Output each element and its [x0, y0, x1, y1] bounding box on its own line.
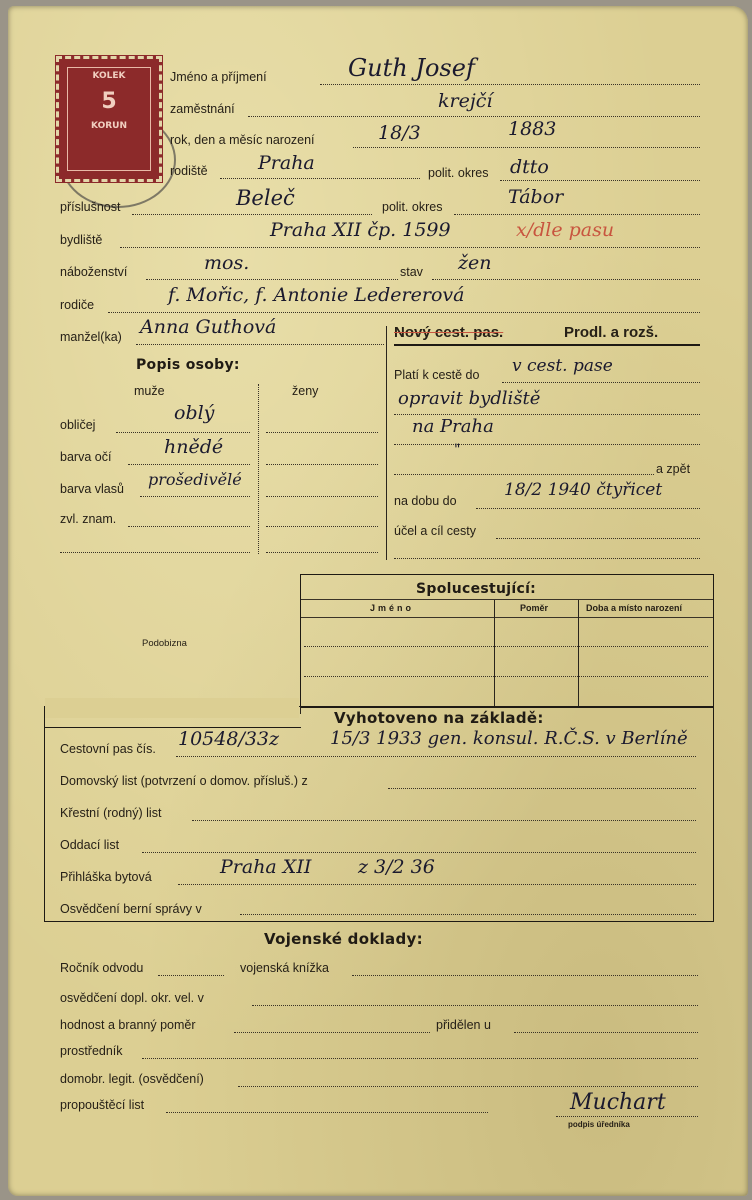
spolu-col-divider-1	[494, 600, 495, 706]
popis-muze: muže	[134, 384, 165, 398]
popis-line-0	[116, 432, 250, 433]
value-narozeni-den: 18/3	[378, 122, 421, 144]
vyhot-line-4	[178, 884, 696, 885]
podobizna-label: Podobizna	[142, 638, 187, 649]
spolu-row-line-2	[304, 676, 708, 677]
spolu-row-line-1	[304, 646, 708, 647]
label-jmeno: Jméno a příjmení	[170, 70, 267, 84]
vojen-domobr: domobr. legit. (osvědčení)	[60, 1072, 204, 1086]
line-rodice	[108, 312, 700, 313]
line-zamestnani	[248, 116, 700, 117]
value-zamestnani: krejčí	[438, 90, 493, 112]
vyhot-extra-4: z 3/2 36	[358, 856, 435, 878]
vojen-rocnik-line	[158, 975, 224, 976]
vojen-rocnik: Ročník odvodu	[60, 961, 144, 975]
vyhot-notch-edge	[300, 706, 301, 714]
vojen-knizka: vojenská knížka	[240, 961, 329, 975]
spolu-header-line-top	[301, 599, 713, 600]
vojen-domobr-line	[238, 1086, 698, 1087]
vojen-pridelen-line	[514, 1032, 698, 1033]
passport-title-new: Nový cest. pas.	[394, 324, 504, 341]
value-polit-okres-1: dtto	[510, 156, 549, 178]
label-manzel: manžel(ka)	[60, 330, 122, 344]
vyhot-extra-0: 15/3 1933 gen. konsul. R.Č.S. v Berlíně	[330, 728, 688, 749]
vyhot-line-2	[192, 820, 696, 821]
value-nabozenstvi: mos.	[204, 252, 250, 274]
value-narozeni-rok: 1883	[508, 118, 557, 140]
line-stav	[432, 279, 700, 280]
popis-line-3-zeny	[266, 526, 378, 527]
spolu-header-line-bottom	[301, 617, 713, 618]
value-plati-3: na Praha	[412, 416, 494, 437]
label-ucel: účel a cíl cesty	[394, 524, 476, 538]
vyhot-title: Vyhotoveno na základě:	[334, 709, 544, 727]
vyhot-value-0: 10548/33z	[178, 728, 280, 750]
vyhot-label-5: Osvědčení berní správy v	[60, 902, 202, 916]
line-nabozenstvi	[146, 279, 398, 280]
vojen-propousteci: propouštěcí list	[60, 1098, 145, 1112]
line-manzel	[136, 344, 384, 345]
stamp-unit: KORUN	[91, 121, 127, 131]
popis-label-1: barva očí	[60, 450, 112, 464]
vyhot-line-5	[240, 914, 696, 915]
value-plati-2: opravit bydliště	[398, 388, 541, 409]
signature-caption: podpis úředníka	[568, 1120, 630, 1129]
label-polit-okres-2: polit. okres	[382, 200, 443, 214]
spolu-title: Spolucestující:	[416, 581, 537, 597]
value-rodice: f. Mořic, f. Antonie Ledererová	[168, 284, 465, 306]
line-rodiste	[220, 178, 420, 179]
spolu-col-pomer: Poměr	[520, 603, 549, 613]
popis-value-1: hnědé	[164, 436, 224, 458]
line-narozeni	[353, 147, 700, 148]
vojen-title: Vojenské doklady:	[264, 930, 423, 948]
signature-line	[556, 1116, 698, 1117]
vojen-pridelen: přidělen u	[436, 1018, 491, 1032]
label-prislusnost: příslušnost	[60, 200, 121, 214]
vojen-osvedceni-line	[252, 1005, 698, 1006]
document-page	[8, 6, 748, 1196]
label-rodiste: rodiště	[170, 164, 208, 178]
label-zpet: a zpět	[656, 462, 691, 476]
vojen-knizka-line	[352, 975, 698, 976]
popis-line-4	[60, 552, 250, 553]
value-dobu: 18/2 1940 čtyřicet	[504, 480, 663, 500]
vyhot-label-4: Přihláška bytová	[60, 870, 152, 884]
vyhot-line-3	[142, 852, 696, 853]
popis-label-2: barva vlasů	[60, 482, 124, 496]
ditto-mark: "	[454, 442, 461, 458]
popis-label-3: zvl. znam.	[60, 512, 117, 526]
vojen-prostrednik: prostředník	[60, 1044, 123, 1058]
label-plati: Platí k cestě do	[394, 368, 480, 382]
vyhot-label-1: Domovský list (potvrzení o domov. přísluš.) z	[60, 774, 308, 788]
popis-line-3	[128, 526, 250, 527]
popis-line-1	[128, 464, 250, 465]
value-plati-1: v cest. pase	[512, 356, 613, 376]
value-manzel: Anna Guthová	[140, 316, 277, 338]
popis-value-0: oblý	[174, 402, 215, 424]
popis-line-1-zeny	[266, 464, 378, 465]
vyhot-value-4: Praha XII	[220, 856, 312, 878]
officer-signature: Muchart	[570, 1090, 666, 1115]
line-plati	[502, 382, 700, 383]
vojen-propousteci-line	[166, 1112, 488, 1113]
vojen-prostrednik-line	[142, 1058, 698, 1059]
popis-line-2-zeny	[266, 496, 378, 497]
passport-title-ext: Prodl. a rozš.	[564, 324, 659, 341]
vyhot-label-2: Křestní (rodný) list	[60, 806, 162, 820]
divider-main-vertical	[386, 326, 387, 560]
vyhot-line-1	[388, 788, 696, 789]
popis-zeny: ženy	[292, 384, 319, 398]
vojen-osvedceni: osvědčení dopl. okr. vel. v	[60, 991, 204, 1005]
popis-title: Popis osoby:	[136, 357, 240, 373]
label-bydliste: bydliště	[60, 233, 103, 247]
line-ucel-2	[394, 558, 700, 559]
label-stav: stav	[400, 265, 423, 279]
popis-label-0: obličej	[60, 418, 96, 432]
label-dobu: na dobu do	[394, 494, 457, 508]
popis-line-2	[140, 496, 250, 497]
line-plati-3	[394, 444, 700, 445]
line-dobu	[476, 508, 700, 509]
vyhot-box-notch	[45, 698, 299, 718]
vyhot-label-0: Cestovní pas čís.	[60, 742, 156, 756]
vyhot-label-3: Oddací list	[60, 838, 120, 852]
popis-line-4-zeny	[266, 552, 378, 553]
popis-line-0-zeny	[266, 432, 378, 433]
spolu-col-divider-2	[578, 600, 579, 706]
line-plati-2	[394, 414, 700, 415]
popis-value-2: prošedivělé	[148, 470, 242, 489]
value-prislusnost: Beleč	[236, 186, 295, 210]
vyhot-line-0	[176, 756, 696, 757]
spolu-col-jmeno: Jméno	[370, 603, 415, 613]
label-polit-okres-1: polit. okres	[428, 166, 489, 180]
line-plati-4	[394, 474, 654, 475]
spolu-col-doba: Doba a místo narození	[586, 603, 683, 613]
line-jmeno	[320, 84, 700, 85]
divider-popis-vertical	[258, 384, 259, 554]
line-prislusnost	[132, 214, 372, 215]
value-bydliste: Praha XII čp. 1599	[270, 219, 451, 241]
value-bydliste-red: x/dle pasu	[516, 219, 615, 241]
stamp-country: KOLEK	[92, 71, 126, 81]
value-rodiste: Praha	[258, 152, 315, 174]
revenue-stamp	[56, 56, 162, 182]
vojen-hodnost-line	[234, 1032, 430, 1033]
value-stav: žen	[458, 252, 492, 274]
label-zamestnani: zaměstnání	[170, 102, 235, 116]
line-bydliste	[120, 247, 700, 248]
value-jmeno: Guth Josef	[348, 54, 475, 82]
label-nabozenstvi: náboženství	[60, 265, 128, 279]
vojen-hodnost: hodnost a branný poměr	[60, 1018, 196, 1032]
value-polit-okres-2: Tábor	[508, 186, 564, 208]
stamp-value: 5	[101, 89, 117, 114]
line-ucel	[496, 538, 700, 539]
label-narozeni: rok, den a měsíc narození	[170, 133, 315, 147]
line-polit-okres-2	[454, 214, 700, 215]
line-polit-okres-1	[500, 180, 700, 181]
passport-title-underline	[394, 344, 700, 346]
label-rodice: rodiče	[60, 298, 95, 312]
